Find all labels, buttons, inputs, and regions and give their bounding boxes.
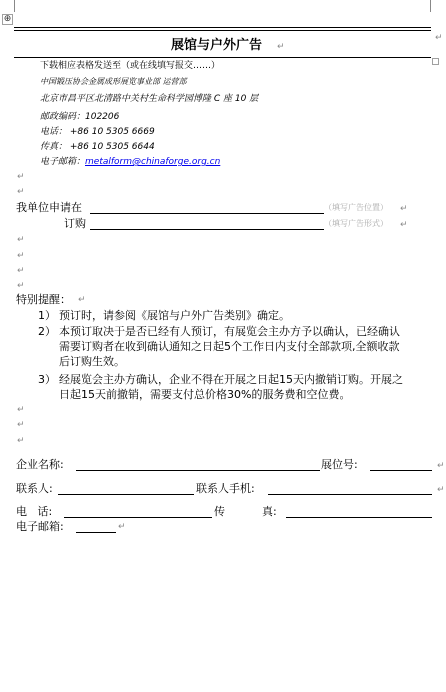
apply-location-field[interactable] xyxy=(90,213,324,214)
contact-person-field[interactable] xyxy=(58,494,194,495)
paragraph-mark-icon: ↵ xyxy=(17,187,25,197)
phone-field[interactable] xyxy=(64,517,212,518)
title-top-rule-2 xyxy=(14,30,431,31)
page-title: 展馆与户外广告 xyxy=(171,38,263,53)
fax-field[interactable] xyxy=(286,517,432,518)
address-text: 北京市昌平区北清路中关村生命科学园博隆 C 座 10 层 xyxy=(40,94,259,104)
notice-item-text: 经展览会主办方确认，企业不得在开展之日起15天内撤销订购。开展之 xyxy=(59,373,403,386)
notice-item-number: 2） xyxy=(38,325,56,338)
apply-form-hint: （填写广告形式） xyxy=(324,219,388,228)
paragraph-mark-icon: ↵ xyxy=(437,485,445,495)
company-name-field[interactable] xyxy=(76,470,320,471)
email-link[interactable]: metalform@chinaforge.org.cn xyxy=(85,157,221,167)
paragraph-mark-icon: ↵ xyxy=(17,266,25,276)
apply-location-label: 我单位申请在 xyxy=(16,201,82,214)
notice-item-text: 后订购生效。 xyxy=(59,355,125,368)
paragraph-mark-icon: ↵ xyxy=(78,295,86,305)
cell-resize-handle[interactable] xyxy=(432,58,439,65)
notice-item-number: 3） xyxy=(38,373,56,386)
notice-title: 特别提醒： xyxy=(16,293,71,306)
notice-item-text: 本预订取决于是否已经有人预订，有展览会主办方予以确认，已经确认 xyxy=(59,325,400,338)
company-name-label: 企业名称: xyxy=(16,458,64,471)
paragraph-mark-icon: ↵ xyxy=(17,235,25,245)
paragraph-mark-icon: ↵ xyxy=(400,204,408,214)
title-bottom-rule xyxy=(14,57,431,58)
page-corner-mark xyxy=(430,0,431,12)
booth-number-label: 展位号: xyxy=(321,458,358,471)
paragraph-mark-icon: ↵ xyxy=(435,33,443,43)
phone-text: 电话： +86 10 5305 6669 xyxy=(40,127,155,137)
fax-label: 传 xyxy=(214,505,225,518)
paragraph-mark-icon: ↵ xyxy=(17,251,25,261)
organization-name: 中国锻压协会金属成形展览事业部 运营部 xyxy=(40,77,187,86)
fax-text: 传真： +86 10 5305 6644 xyxy=(40,142,155,152)
notice-item-number: 1） xyxy=(38,309,56,322)
notice-item-text: 预订时，请参阅《展馆与户外广告类别》确定。 xyxy=(59,309,290,322)
phone-label: 电 话: xyxy=(16,505,53,518)
contact-person-label: 联系人: xyxy=(16,482,53,495)
page-corner-mark xyxy=(14,0,15,12)
paragraph-mark-icon: ↵ xyxy=(17,172,25,182)
paragraph-mark-icon: ↵ xyxy=(17,281,25,291)
paragraph-mark-icon: ↵ xyxy=(17,436,25,446)
apply-location-hint: （填写广告位置） xyxy=(324,203,388,212)
email-label: 电子邮箱： xyxy=(40,157,86,167)
postcode-text: 邮政编码：102206 xyxy=(40,112,120,122)
contact-mobile-label: 联系人手机: xyxy=(196,482,255,495)
notice-item-text: 日起15天前撤销，需要支付总价格30%的服务费和空位费。 xyxy=(59,388,351,401)
paragraph-mark-icon: ↵ xyxy=(437,461,445,471)
paragraph-mark-icon: ↵ xyxy=(17,420,25,430)
email-row xyxy=(40,156,220,168)
download-instruction: 下载相应表格发送至（或在线填写报交……） xyxy=(40,61,221,71)
paragraph-mark-icon: ↵ xyxy=(277,42,285,52)
paragraph-mark-icon: ↵ xyxy=(17,405,25,415)
booth-number-field[interactable] xyxy=(370,470,432,471)
fax-label-suffix: 真: xyxy=(262,505,277,518)
email-label: 电子邮箱: xyxy=(16,520,64,533)
apply-form-field[interactable] xyxy=(90,229,324,230)
contact-mobile-field[interactable] xyxy=(268,494,432,495)
apply-form-label: 订购 xyxy=(64,217,86,230)
paragraph-mark-icon: ↵ xyxy=(400,220,408,230)
notice-item-text: 需要订购者在收到确认通知之日起5个工作日内支付全部款项,全额收款 xyxy=(59,340,400,353)
email-field[interactable] xyxy=(76,532,116,533)
paragraph-mark-icon: ↵ xyxy=(118,522,126,532)
title-top-rule xyxy=(14,27,431,28)
table-anchor-icon[interactable]: ⊕ xyxy=(3,14,12,24)
